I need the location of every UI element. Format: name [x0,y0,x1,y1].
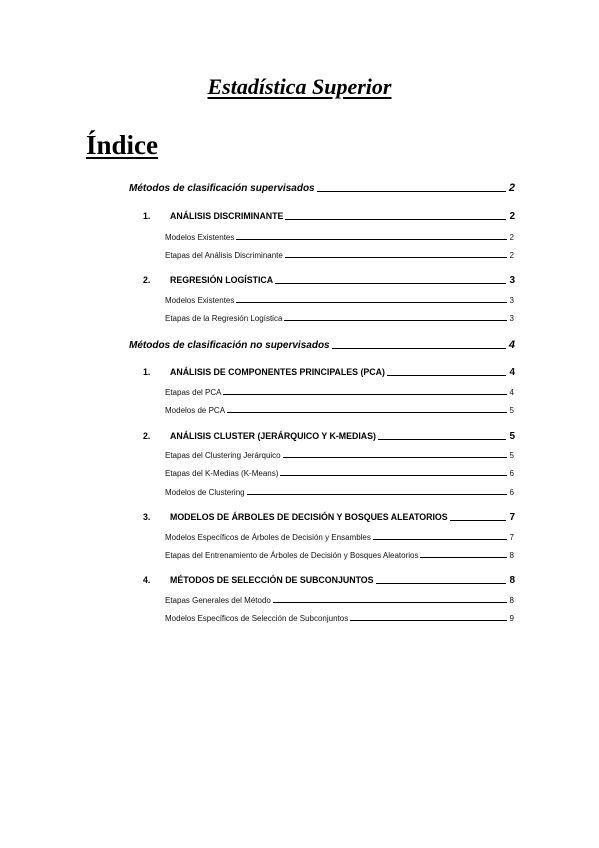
toc-entry-label: Etapas del Análisis Discriminante [165,251,283,260]
toc-entry-logistic-stages[interactable] [165,314,514,323]
toc-entry-label: Modelos Específicos de Selección de Subconjuntos [165,614,349,623]
toc-entry-discriminant-stages[interactable] [165,251,514,260]
toc-entry-discriminant-analysis[interactable] [143,211,515,222]
toc-entry-label: Métodos de clasificación supervisados [129,183,315,194]
toc-leader-line [317,191,506,192]
toc-entry-tree-training-stages[interactable] [165,551,514,560]
toc-page-number: 8 [509,596,514,605]
toc-entry-existing-models[interactable] [165,233,514,242]
toc-entry-label: Etapas del PCA [165,388,222,397]
toc-page-number: 2 [509,211,515,222]
toc-leader-line [273,602,507,603]
toc-entry-label: MÉTODOS DE SELECCIÓN DE SUBCONJUNTOS [170,575,374,585]
toc-entry-supervised-methods[interactable] [129,182,515,194]
toc-page-number: 4 [509,388,514,397]
toc-entry-tree-models[interactable] [165,533,514,542]
toc-entry-label: Modelos de PCA [165,406,226,415]
toc-page-number: 2 [509,251,514,260]
toc-entry-number: 1. [143,367,151,377]
toc-entry-number: 1. [143,211,151,221]
toc-leader-line [373,539,507,540]
toc-entry-cluster-analysis[interactable] [143,431,515,442]
toc-page-number: 3 [509,275,515,286]
toc-entry-unsupervised-methods[interactable] [129,339,515,351]
toc-page-number: 5 [509,406,514,415]
toc-leader-line [280,475,506,476]
toc-page-number: 6 [509,488,514,497]
toc-leader-line [247,494,507,495]
toc-entry-label: ANÁLISIS DE COMPONENTES PRINCIPALES (PCA) [170,367,385,377]
toc-entry-pca-models[interactable] [165,406,514,415]
toc-page-number: 4 [508,339,515,351]
toc-page-number: 5 [509,451,514,460]
toc-page-number: 2 [509,233,514,242]
toc-page-number: 3 [509,296,514,305]
toc-page-number: 6 [509,469,514,478]
toc-leader-line [283,457,507,458]
toc-entry-label: Etapas de la Regresión Logística [165,314,283,323]
toc-entry-number: 3. [143,512,151,522]
toc-entry-label: Etapas Generales del Método [165,596,271,605]
toc-leader-line [387,375,507,376]
toc-leader-line [350,620,506,621]
toc-entry-subset-models[interactable] [165,614,514,623]
toc-entry-label: Etapas del Entrenamiento de Árboles de Decisión y Bosques Aleatorios [165,551,419,560]
toc-page-number: 8 [509,551,514,560]
toc-entry-number: 4. [143,575,151,585]
toc-page-number: 5 [509,431,515,442]
toc-leader-line [284,320,506,321]
toc-entry-label: Etapas del Clustering Jerárquico [165,451,281,460]
toc-page-number: 2 [508,182,515,194]
toc-leader-line [376,583,507,584]
toc-entry-label: Modelos de Clustering [165,488,245,497]
toc-entry-existing-models[interactable] [165,296,514,305]
toc-entry-label: Métodos de clasificación no supervisados [129,340,330,351]
toc-entry-label: Modelos Existentes [165,296,235,305]
toc-entry-hierarchical-stages[interactable] [165,451,514,460]
toc-entry-clustering-models[interactable] [165,488,514,497]
toc-entry-label: Modelos Específicos de Árboles de Decisión y Ensambles [165,533,371,542]
toc-leader-line [285,219,506,220]
toc-leader-line [450,520,507,521]
toc-entry-pca[interactable] [143,367,515,378]
toc-entry-label: Etapas del K-Medias (K-Means) [165,469,279,478]
toc-entry-logistic-regression[interactable] [143,275,515,286]
toc-entry-subset-selection[interactable] [143,575,515,586]
toc-page-number: 3 [509,314,514,323]
toc-leader-line [227,412,507,413]
toc-entry-number: 2. [143,431,151,441]
toc-page-number: 7 [509,533,514,542]
toc-entry-number: 2. [143,275,151,285]
document-title: Estadística Superior [207,74,392,99]
toc-page-number: 4 [509,367,515,378]
toc-leader-line [236,239,506,240]
toc-entry-label: REGRESIÓN LOGÍSTICA [170,275,274,285]
toc-leader-line [332,348,506,349]
toc-entry-label: ANÁLISIS DISCRIMINANTE [170,211,284,221]
toc-page-number: 7 [509,512,515,523]
toc-leader-line [378,439,507,440]
toc-leader-line [285,257,507,258]
toc-entry-decision-trees[interactable] [143,512,515,523]
toc-leader-line [275,283,506,284]
index-heading: Índice [86,130,159,160]
toc-page-number: 9 [509,614,514,623]
toc-leader-line [223,394,506,395]
toc-entry-pca-stages[interactable] [165,388,514,397]
toc-leader-line [420,557,506,558]
toc-entry-general-stages[interactable] [165,596,514,605]
toc-entry-label: MODELOS DE ÁRBOLES DE DECISIÓN Y BOSQUES ALEATORIOS [170,512,448,522]
toc-entry-label: ANÁLISIS CLUSTER (JERÁRQUICO Y K-MEDIAS) [170,431,376,441]
toc-page-number: 8 [509,575,515,586]
toc-entry-label: Modelos Existentes [165,233,235,242]
toc-leader-line [236,302,506,303]
toc-entry-kmeans-stages[interactable] [165,469,514,478]
